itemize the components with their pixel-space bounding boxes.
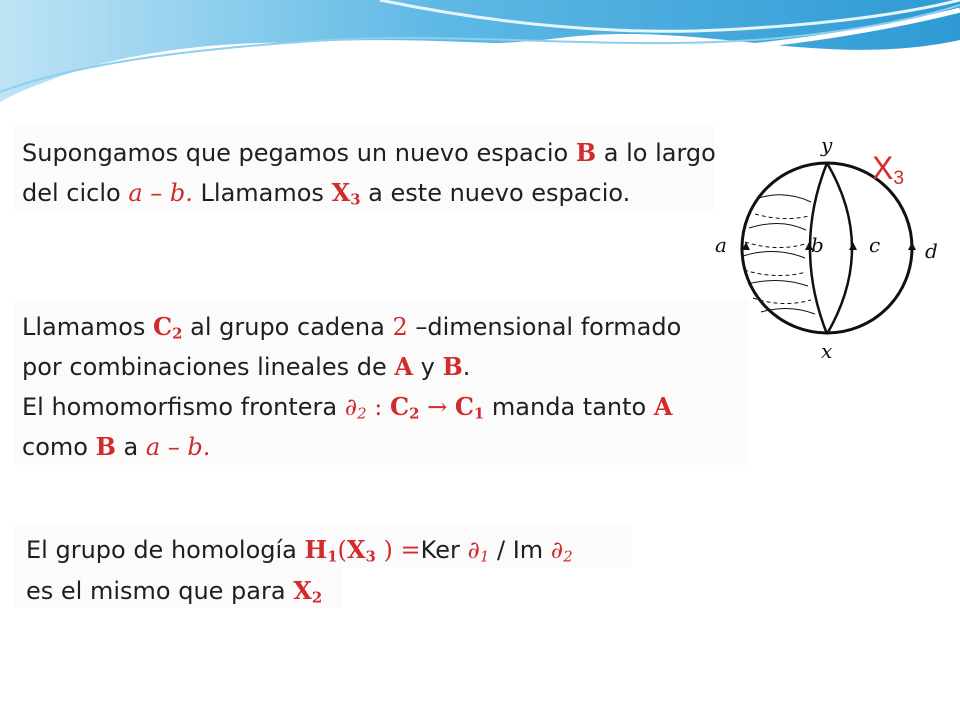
chain-group-C1: $C_1$ xyxy=(454,392,485,423)
paragraph-2-line-1 xyxy=(22,312,681,343)
text: . xyxy=(462,353,471,381)
space-B: B xyxy=(95,432,116,461)
equals-sign: = xyxy=(392,536,421,564)
text: del ciclo xyxy=(22,179,129,207)
space-A: A xyxy=(394,352,413,381)
dimension-number: 2 xyxy=(392,313,408,341)
text: –dimensional formado xyxy=(407,313,682,341)
text: manda tanto xyxy=(484,393,654,421)
paragraph-3-line-1 xyxy=(26,535,573,566)
label-y: y xyxy=(821,133,833,157)
arrow-icon-d xyxy=(908,242,916,250)
space-B: B xyxy=(442,352,463,381)
boundary-operator-d1: $\partial_1$ xyxy=(467,536,490,566)
homology-H1: $H_1$ xyxy=(304,535,338,566)
text: al grupo cadena xyxy=(182,313,393,341)
text: Ker xyxy=(420,536,468,564)
region-B-arcs xyxy=(743,195,815,314)
arrow-icon: → xyxy=(419,393,455,421)
chain-group-C2: $C_2$ xyxy=(389,392,420,423)
sphere-cycle-diagram xyxy=(705,130,950,375)
label-b: b xyxy=(811,233,824,257)
header-wave-banner xyxy=(0,0,960,120)
paragraph-2-line-2 xyxy=(22,352,470,381)
text: El grupo de homología xyxy=(26,536,305,564)
space-X3: $X_3$ xyxy=(331,178,361,209)
paragraph-1-line-2 xyxy=(22,178,630,209)
cycle-a-minus-b: a – b. xyxy=(145,433,211,461)
space-B: B xyxy=(575,138,597,167)
paragraph-2-line-3 xyxy=(22,392,672,423)
arrow-icon-c xyxy=(849,242,857,250)
text: a este nuevo espacio. xyxy=(360,179,631,207)
text: Supongamos que pegamos un nuevo espacio xyxy=(22,139,576,167)
paragraph-3-line-2 xyxy=(26,576,322,607)
edge-c xyxy=(827,163,852,334)
space-X2: $X_2$ xyxy=(293,576,323,607)
text: Llamamos xyxy=(192,179,332,207)
text: El homomorfismo frontera xyxy=(22,393,345,421)
boundary-operator-d2: $\partial_2$ xyxy=(550,536,573,566)
text: como xyxy=(22,433,96,461)
label-d: d xyxy=(925,239,938,263)
paragraph-2-line-4 xyxy=(22,432,210,461)
text: y xyxy=(413,353,443,381)
text: Im xyxy=(512,536,551,564)
space-X3: $X_3$ xyxy=(346,535,376,566)
chain-group-C2: $C_2$ xyxy=(153,312,183,343)
text: a lo largo xyxy=(596,139,716,167)
paren: ) xyxy=(375,536,393,564)
text: / xyxy=(489,536,513,564)
colon: : xyxy=(366,393,390,421)
label-c: c xyxy=(869,233,881,257)
boundary-operator-d2: $\partial_2$ xyxy=(344,393,367,423)
paren: ( xyxy=(337,536,347,564)
space-label-X3: $X_3$ xyxy=(872,150,905,189)
text: por combinaciones lineales de xyxy=(22,353,395,381)
text: Llamamos xyxy=(22,313,154,341)
cycle-a-minus-b: a – b. xyxy=(128,179,193,207)
label-a: a xyxy=(715,233,727,257)
text: a xyxy=(115,433,146,461)
paragraph-1-line-1 xyxy=(22,138,716,167)
text: es el mismo que para xyxy=(26,577,294,605)
space-A: A xyxy=(653,392,673,421)
label-x: x xyxy=(821,339,833,363)
